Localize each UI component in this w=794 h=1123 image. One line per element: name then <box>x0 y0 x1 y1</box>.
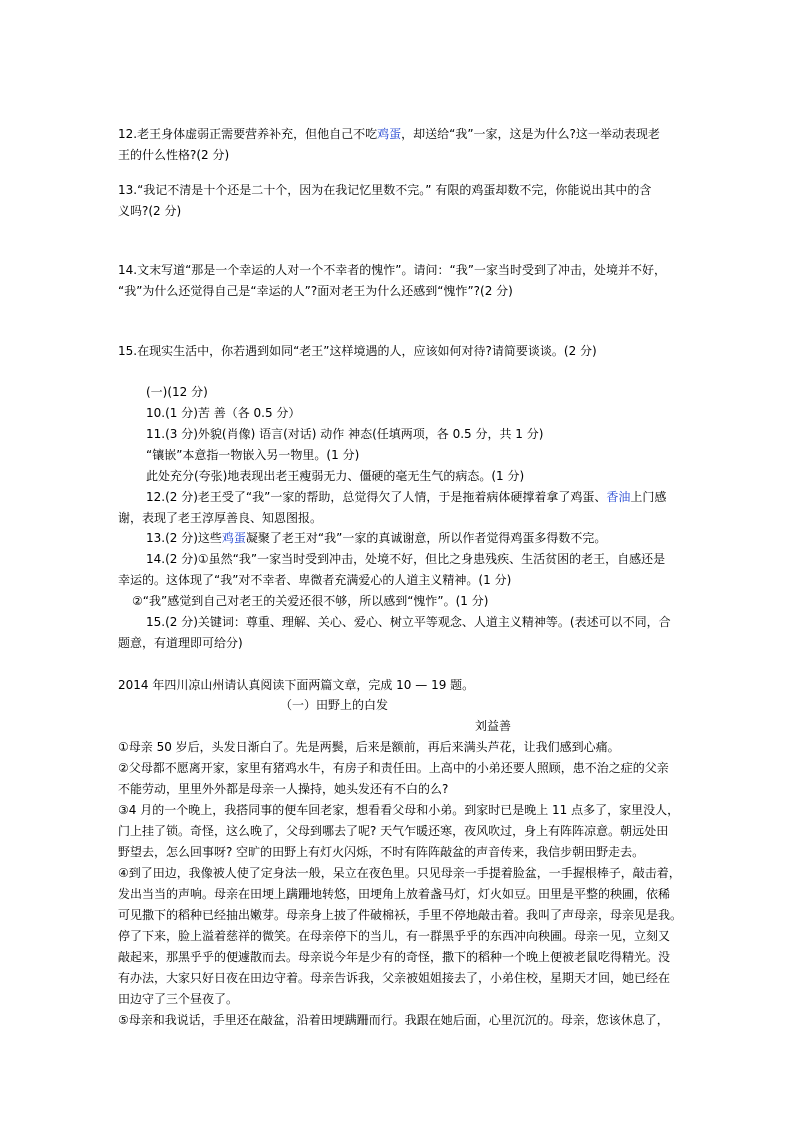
sesame-oil-link[interactable]: 香油 <box>606 490 631 504</box>
paragraph-3-line-2: 门上挂了锁。奇怪，这么晚了，父母到哪去了呢? 天气乍暖还寒，夜风吹过，身上有阵阵凉意。朝远处田 <box>118 824 669 838</box>
paragraph-4-line-4: 停了下来，脸上溢着慈祥的微笑。在母亲停下的当儿，有一群黑乎乎的东西冲向秧圃。母亲一见，立刻又 <box>118 929 671 943</box>
paragraph-2-line-1: ②父母都不愿离开家，家里有猪鸡水牛，有房子和责任田。上高中的小弟还要人照顾，患不治之症的父亲 <box>118 761 669 775</box>
question-14-line-1: 14.文末写道“那是一个幸运的人对一个不幸者的愧怍”。请问：“我”一家当时受到了冲击，处境并不好， <box>118 263 666 277</box>
answer-11-c: 此处充分(夸张)地表现出老王瘦弱无力、僵硬的毫无生气的病态。(1 分) <box>146 469 525 483</box>
article-author: 刘益善 <box>475 719 512 733</box>
question-12-line-2: 王的什么性格?(2 分) <box>118 148 230 162</box>
question-12-text: 12.老王身体虚弱正需要营养补充，但他自己不吃 <box>118 127 378 141</box>
question-15-line-1: 15.在现实生活中，你若遇到如同“老王”这样境遇的人，应该如何对待?请简要谈谈。(2 分) <box>118 344 597 358</box>
paragraph-4-line-6: 有办法，大家只好日夜在田边守着。母亲告诉我，父亲被姐姐接去了，小弟住校，星期天才回，她已经在 <box>118 971 671 985</box>
question-14-line-2: “我”为什么还觉得自己是“幸运的人”?面对老王为什么还感到“愧怍”?(2 分) <box>118 284 513 298</box>
paragraph-4-line-2: 发出当当的声响。母亲在田埂上蹒跚地转悠，田埂角上放着盏马灯，灯火如豆。田里是平整的秧圃，依稀 <box>118 887 671 901</box>
paragraph-3-line-1: ③4 月的一个晚上，我搭同事的便车回老家，想看看父母和小弟。到家时已是晚上 11 点多了，家里没人， <box>118 803 680 817</box>
answer-14-line-1: 14.(2 分)①虽然“我”一家当时受到冲击，处境不好，但比之身患残疾、生活贫困的老王，自感还是 <box>146 552 666 566</box>
paragraph-4-line-1: ④到了田边，我像被人使了定身法一般，呆立在夜色里。只见母亲一手提着脸盆，一手握根棒子，敲击着， <box>118 866 681 880</box>
answer-15-line-1: 15.(2 分)关键词：尊重、理解、关心、爱心、树立平等观念、人道主义精神等。(表述可以不同，合 <box>146 615 671 629</box>
answer-12-text: 12.(2 分)老王受了“我”一家的帮助，总觉得欠了人情，于是拖着病体硬撑着拿了鸡蛋、 <box>146 490 607 504</box>
answer-14-line-2: 幸运的。这体现了“我”对不幸者、卑微者充满爱心的人道主义精神。(1 分) <box>118 573 512 587</box>
answer-12-text-cont: 上门感 <box>630 490 667 504</box>
answer-13-text: 13.(2 分)这些 <box>146 531 222 545</box>
question-12-line-1 <box>118 126 660 142</box>
question-12-text-cont: ，却送给“我”一家，这是为什么?这一举动表现老 <box>401 127 660 141</box>
answer-heading: (一)(12 分) <box>146 385 208 399</box>
answer-12-line-1 <box>146 489 666 505</box>
answer-14-line-3: ②“我”感觉到自己对老王的关爱还很不够，所以感到“愧怍”。(1 分) <box>132 594 489 608</box>
answer-13 <box>146 530 606 546</box>
paragraph-4-line-5: 敲起来，那黑乎乎的便遽散而去。母亲说今年是少有的奇怪，撒下的稻种一个晚上便被老鼠吃得精光。没 <box>118 950 671 964</box>
answer-10: 10.(1 分)苦 善（各 0.5 分） <box>146 406 301 420</box>
paragraph-4-line-7: 田边守了三个昼夜了。 <box>118 992 239 1006</box>
question-13-line-1: 13.“我记不清是十个还是二十个，因为在我记忆里数不完。” 有限的鸡蛋却数不完，你能说出其中的含 <box>118 183 652 197</box>
egg-link-2[interactable]: 鸡蛋 <box>221 531 246 545</box>
reading-intro: 2014 年四川凉山州请认真阅读下面两篇文章，完成 10 — 19 题。 <box>118 678 475 692</box>
answer-11-b: “镶嵌”本意指一物嵌入另一物里。(1 分) <box>146 448 360 462</box>
paragraph-5-line-1: ⑤母亲和我说话，手里还在敲盆，沿着田埂蹒跚而行。我跟在她后面，心里沉沉的。母亲，您该休息了， <box>118 1013 669 1027</box>
article-title: （一）田野上的白发 <box>279 698 388 712</box>
paragraph-1: ①母亲 50 岁后，头发日渐白了。先是两鬓，后来是额前，再后来满头芦花，让我们感到心痛。 <box>118 740 620 754</box>
answer-12-line-2: 谢，表现了老王淳厚善良、知恩图报。 <box>118 511 323 525</box>
paragraph-3-line-3: 野望去，怎么回事呀? 空旷的田野上有灯火闪烁，不时有阵阵敲盆的声音传来，我信步朝田野走去。 <box>118 845 645 859</box>
answer-11: 11.(3 分)外貌(肖像) 语言(对话) 动作 神态(任填两项，各 0.5 分，共 1 分) <box>146 427 544 441</box>
paragraph-2-line-2: 不能劳动，里里外外都是母亲一人操持，她头发还有不白的么? <box>118 782 449 796</box>
question-13-line-2: 义吗?(2 分) <box>118 204 182 218</box>
paragraph-4-line-3: 可见撒下的稻种已经抽出嫩芽。母亲身上披了件破棉袄，手里不停地敲击着。我叫了声母亲，母亲见是我。 <box>118 908 683 922</box>
answer-15-line-2: 题意，有道理即可给分) <box>118 636 243 650</box>
egg-link[interactable]: 鸡蛋 <box>377 127 402 141</box>
answer-13-text-cont: 凝聚了老王对“我”一家的真诚谢意，所以作者觉得鸡蛋多得数不完。 <box>245 531 607 545</box>
